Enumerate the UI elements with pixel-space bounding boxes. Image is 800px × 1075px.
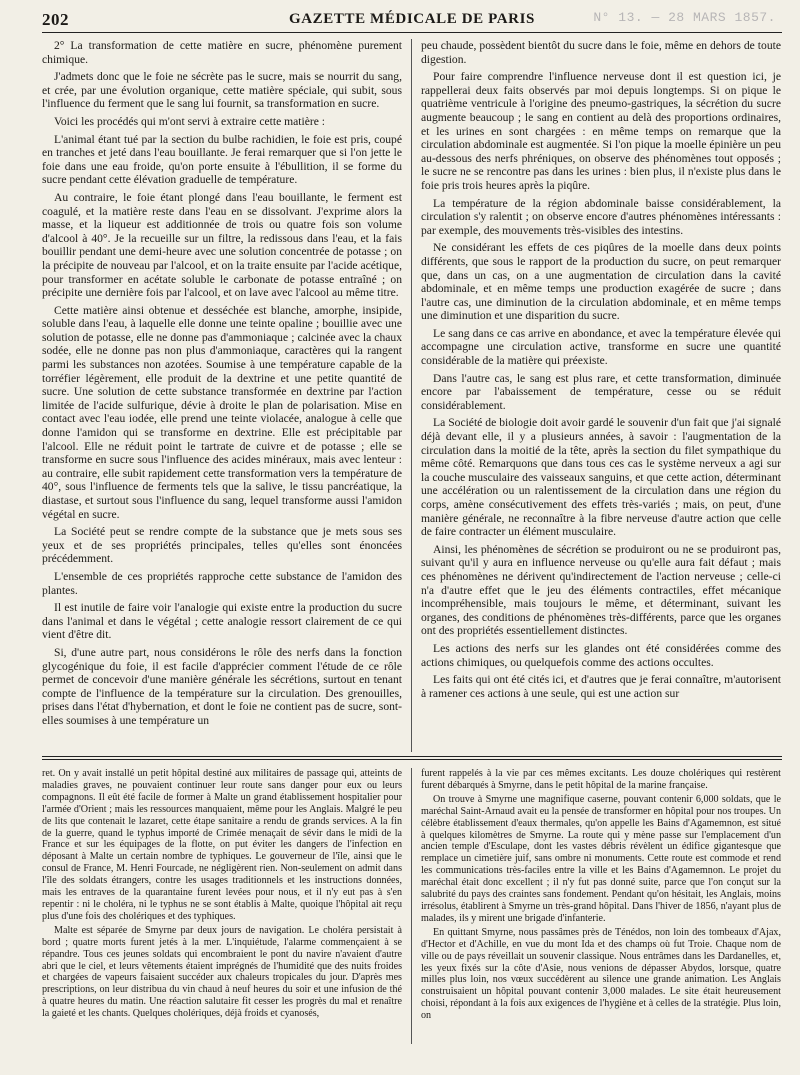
column-divider (411, 39, 412, 752)
paragraph: Les actions des nerfs sur les glandes ont été considérées comme des actions chimiques, ou quelquefois comme des actions occultes. (421, 641, 781, 669)
feuilleton-right-column (421, 768, 781, 1044)
paragraph: On trouve à Smyrne une magnifique caserne, pouvant contenir 6,000 soldats, que le maréchal Saint-Arnaud avait eu la pensée de transformer en hôpital pour nos troupes. Un célèbre établissement d'eaux thermales, qu'on appelle les Bains d'Agamemnon, est situé à quelques kilomètres de Smyrne. La route qui y mène passe sur l'emplacement d'un ancien temple d'Esculape, dont les vastes débris révèlent un édifice gigantesque que remplace un cimetière juif, sans ombre ni monuments. Cette route est commode et rend les communications très-faciles entre la ville et les Bains d'Agamemnon. Le projet du maréchal était donc excellent ; il n'y fut pas donné suite, parce que l'on conçut sur la salubrité du pays des craintes sans fondement. Pendant qu'on hésitait, les Anglais, moins irrésolus, établirent à Smyrne un très-grand hôpital. Dans l'hiver de 1856, n'ayant plus de malades, ils y mirent une brigade d'infanterie. (421, 793, 781, 924)
paragraph: Pour faire comprendre l'influence nerveuse dont il est question ici, je rappellerai deux faits observés par moi depuis longtemps. Si on pique le quatrième ventricule à l'origine des pneumo-gastriques, la sécrétion du sucre augmente beaucoup ; le sang en contient au delà des proportions ordinaires, et les urines en sont chargées : en même temps on remarque que la circulation abdominale est augmentée. Si l'on pique la moelle épinière un peu au-dessous des nerfs phréniques, on observe des phénomènes tout opposés ; le sucre ne se rencontre pas dans les urines : bien plus, il n'existe plus dans le foie pris trois heures après la piqûre. (421, 70, 781, 192)
paragraph: Ne considérant les effets de ces piqûres de la moelle dans deux points différents, que sous le rapport de la production du sucre, on peut remarquer que, dans un cas, on a une augmentation de circulation dans la cavité abdominale, et en même temps une production exagérée de sucre ; dans l'autre cas, une diminution de la circulation abdominale, et en même temps une diminution et une disparition du sucre. (421, 241, 781, 323)
feuilleton-rule (42, 756, 782, 757)
paragraph: La température de la région abdominale baisse considérablement, la circulation s'y ralentit ; on observe encore d'autres phénomènes intéressants : par exemple, des mouvements très-visibles des intestins. (421, 196, 781, 237)
paragraph: Les faits qui ont été cités ici, et d'autres que je ferai connaître, m'autorisent à ramener ces actions à une seule, qui est une action sur (421, 673, 781, 700)
feuilleton-rule-secondary (42, 759, 782, 760)
paragraph: J'admets donc que le foie ne sécrète pas le sucre, mais se nourrit du sang, et crée, par une évolution organique, cette matière spéciale, qui subit, sous l'influence du ferment que le sang lui fournit, sa transformation en sucre. (42, 70, 402, 111)
main-article (42, 39, 782, 752)
paragraph: Dans l'autre cas, le sang est plus rare, et cette transformation, diminuée encore par l'abaissement de température, cesse ou se réduit considérablement. (421, 371, 781, 412)
paragraph: Le sang dans ce cas arrive en abondance, et avec la température élevée qui accompagne une circulation active, transforme en sucre une quantité considérable de la matière qui préexiste. (421, 326, 781, 368)
paragraph: Si, d'une autre part, nous considérons le rôle des nerfs dans la fonction glycogénique du foie, il est facile d'apprécier comment l'étude de ce rôle permet de concevoir d'une manière générale les sécrétions, surtout en tenant compte de l'influence de la température sur la circulation. Des grenouilles, prises dans l'état d'hybernation, et dont le foie ne contient pas de sucre, sont-elles soumises à une température un (42, 645, 402, 727)
paragraph: 2° La transformation de cette matière en sucre, phénomène purement chimique. (42, 39, 402, 66)
paragraph: La Société peut se rendre compte de la substance que je mets sous ses yeux et de ses propriétés principales, telles qu'elles sont énoncées précédemment. (42, 525, 402, 566)
paragraph: Cette matière ainsi obtenue et desséchée est blanche, amorphe, insipide, soluble dans l'eau, à laquelle elle donne une teinte opaline ; bouillie avec une solution de potasse, elle ne donne pas d'ammoniaque ; calcinée avec la chaux sodée, elle ne donne pas non plus d'ammoniaque, caractères qui la rangent parmi les substances non azotées. Soumise à une température capable de la torréfier légèrement, elle produit de la dextrine et une petite quantité de sucre. Une solution de cette substance transformée en dextrine par l'action limitée de l'acide sulfurique, dévie à droite le plan de polarisation. Mise en contact avec l'eau iodée, elle prend une teinte violacée, analogue à celle que donne l'amidon qui se transforme en dextrine. Elle est précipitable par l'alcool. Elle ne réduit point le tartrate de cuivre et de potasse ; elle se transforme en sucre sous l'influence des acides minéraux, mais avec lenteur : au contraire, elle subit rapidement cette transformation vers la température de 40°, sous l'influence de ferments tels que la salive, le tissu pancréatique, la diastase, et surtout sous l'influence du sang, lequel transforme aussi l'amidon végétal en sucre. (42, 303, 402, 521)
paragraph: ret. On y avait installé un petit hôpital destiné aux militaires de passage qui, atteints de maladies graves, ne pouvaient continuer leur route sans danger pour eux ou leurs compagnons. Il eût été facile de former à Malte un grand établissement hospitalier pour l'armée d'Orient ; mais les ressources manquaient, même pour les Anglais. Malgré le peu de lits que contenait le lazaret, cette étape sanitaire a rendu de grands services. A la fin de la guerre, quand le typhus importé de Crimée menaçait de sévir dans le midi de la France et sur les équipages de la flotte, on put éviter les dangers de l'infection en déposant à Malte un certain nombre de typhiques. Le gouverneur de l'île, ainsi que le consul de France, M. Henri Fourcade, ne négligèrent rien. Non-seulement on admit dans l'île des soldats étrangers, contre les usages traditionnels et les instructions données, mais les entraves de la quarantaine furent levées pour nous, et il n'y eut pas à s'en repentir : ni le choléra, ni le typhus ne se sont établis à Malte, quoique l'hôpital ait reçu plus d'une fois des cholériques et des typhiques. (42, 768, 402, 922)
paragraph: Il est inutile de faire voir l'analogie qui existe entre la production du sucre dans l'animal et dans le végétal ; cette analogie ressort clairement de ce qui vient d'être dit. (42, 601, 402, 642)
paragraph: Au contraire, le foie étant plongé dans l'eau bouillante, le ferment est coagulé, et la matière reste dans l'eau en se dissolvant. J'exprime alors la masse, et la liqueur est additionnée de trois ou quatre fois son volume d'alcool à 40°. Je la recueille sur un filtre, la redissous dans l'eau, et la fais bouillir pendant une demi-heure avec une solution concentrée de potasse ; on la précipite de nouveau par l'alcool, et on la traite ensuite par l'acide acétique, pour transformer en acétate soluble le carbonate de potasse entraîné ; on précipite une dernière fois par l'alcool, et on lave avec l'alcool au même titre. (42, 190, 402, 300)
paragraph: En quittant Smyrne, nous passâmes près de Ténédos, non loin des tombeaux d'Ajax, d'Hector et d'Achille, en vue du mont Ida et des champs où fut Troie. Chaque nom de ville ou de pays réveillait un souvenir classique. Nous entrâmes dans les Dardanelles, et, les yeux fixés sur la côte d'Asie, nous venions de dépasser Abydos, lorsque, quatre milles plus loin, nos vœux succédèrent au silence une grande animation. Les Anglais construisaient un hôpital pouvant contenir 3,000 malades. Le site était heureusement choisi, répondant à la fois aux exigences de l'hygiène et à celles de la stratégie. Plus loin, on (421, 926, 781, 1022)
feuilleton (42, 768, 782, 1044)
paragraph: L'animal étant tué par la section du bulbe rachidien, le foie est pris, coupé en tranches et jeté dans l'eau bouillante. Je ferai remarquer que si l'on jette le foie dans une eau froide, qu'on porte ensuite à l'ébullition, il se forme du sucre pendant cette élévation graduelle de température. (42, 132, 402, 187)
page-number: 202 (42, 10, 69, 29)
paragraph: Ainsi, les phénomènes de sécrétion se produiront ou ne se produiront pas, suivant qu'il y aura en influence nerveuse ou qu'elle aura fait défaut ; mais ces phénomènes ne dérivent qu'indirectement de l'action nerveuse ; celle-ci n'a d'autre effet que le jeu des éléments contractiles, effet mécanique incompréhensible, mais toujours le même, et déterminant, suivant les organes, des conditions de phénomènes très-différents, parce que les organes ont des propriétés essentiellement distinctes. (421, 542, 781, 638)
paragraph: peu chaude, possèdent bientôt du sucre dans le foie, même en dehors de toute digestion. (421, 39, 781, 66)
feuilleton-left-column (42, 768, 402, 1044)
paragraph: La Société de biologie doit avoir gardé le souvenir d'un fait que j'ai signalé déjà devant elle, il y a plusieurs années, à savoir : l'augmentation de la circulation dans la moitié de la tête, après la section du filet sympathique du même côté. Remarquons que dans tous ces cas le système nerveux a agi sur la couche musculaire des vaisseaux sanguins, et que cette action, déterminant une accélération ou un ralentissement de la circulation dans une région du corps, amène consécutivement des effets très-variés ; mais, on peut, d'une manière générale, ne reconnaître à la fibre nerveuse d'autre action que celle de faire contracter un élément musculaire. (421, 416, 781, 539)
right-column (421, 39, 781, 752)
page-header (42, 10, 782, 33)
newspaper-page (0, 10, 800, 1075)
paragraph: furent rappelés à la vie par ces mêmes excitants. Les douze cholériques qui restèrent furent débarqués à Smyrne, dans le petit hôpital de la marine française. (421, 768, 781, 791)
paragraph: Malte est séparée de Smyrne par deux jours de navigation. Le choléra persistait à bord ; quatre morts furent jetés à la mer. L'inquiétude, l'alarme commençaient à se répandre. Tous ces jeunes soldats qui encombraient le pont du navire n'avaient d'autre abri que le ciel, et leurs vêtements étaient imprégnés de l'humidité que des nuits froides et chargées de vapeurs faisaient succéder aux chaleurs tropicales du jour. D'après mes prescriptions, on leur distribua du vin chaud à neuf heures du soir et une infusion de thé à quatre heures du matin. Une réaction salutaire fit cesser les progrès du mal et renaître la gaieté et les chants. Quelques cholériques, déjà froids et cyanosés, (42, 924, 402, 1020)
column-divider (411, 768, 412, 1044)
paragraph: L'ensemble de ces propriétés rapproche cette substance de l'amidon des plantes. (42, 569, 402, 597)
left-column (42, 39, 402, 752)
journal-title: GAZETTE MÉDICALE DE PARIS (288, 11, 535, 27)
paragraph: Voici les procédés qui m'ont servi à extraire cette matière : (54, 114, 326, 128)
issue-stamp: N° 13. — 28 MARS 1857. (593, 10, 776, 25)
